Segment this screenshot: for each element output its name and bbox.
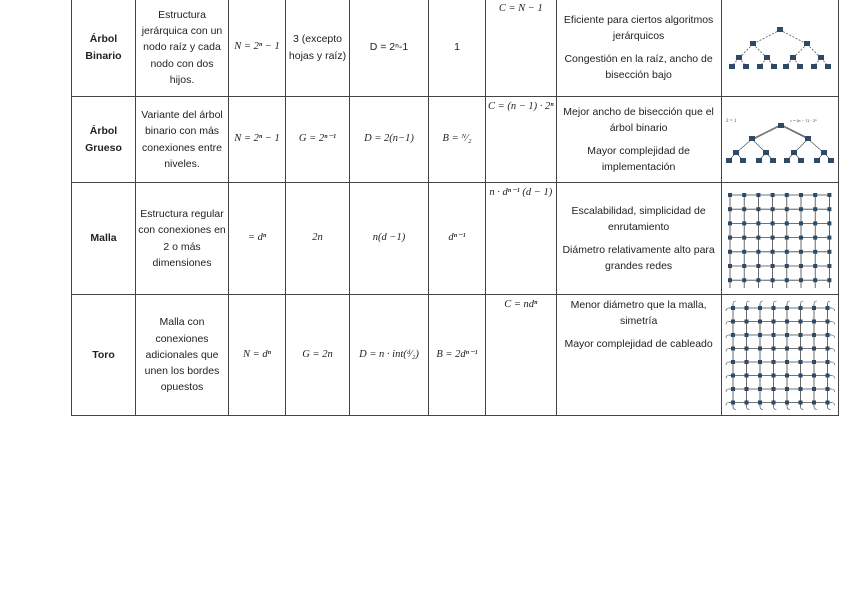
torus-diagram-icon <box>724 300 836 410</box>
diameter-formula: D = 2(n−1) <box>350 97 429 183</box>
diagram-cell <box>721 183 838 295</box>
topology-description: Estructura regular con conexiones en 2 o más dimensiones <box>136 183 229 295</box>
nodes-formula: N = 2ⁿ − 1 <box>229 97 286 183</box>
diameter-formula: D = n · int(ᵈ⁄₂) <box>350 295 429 416</box>
disadvantage-text: Mayor complejidad de implementación <box>587 144 690 173</box>
mesh-diagram-icon <box>724 190 836 288</box>
advantage-text: Escalabilidad, simplicidad de enrutamiento <box>571 204 706 234</box>
degree-formula: G = 2ⁿ⁻¹ <box>286 97 350 183</box>
disadvantage-text: Diámetro relativamente alto para grandes redes <box>562 243 715 272</box>
nodes-formula: N = dⁿ <box>229 295 286 416</box>
fat-tree-diagram-icon <box>724 115 836 165</box>
table-row <box>72 0 839 97</box>
pros-cons-cell <box>556 0 721 97</box>
diagram-cell <box>721 295 838 416</box>
topology-description: Malla con conexiones adicionales que unen los bordes opuestos <box>136 295 229 416</box>
cost-formula: C = ndⁿ <box>486 295 557 416</box>
diagram-cell <box>721 0 838 97</box>
diameter-formula: n(d −1) <box>350 183 429 295</box>
diameter-formula: D = 2ⁿ-1 <box>350 0 429 97</box>
advantage-text: Eficiente para ciertos algoritmos jerárquicos <box>563 13 714 43</box>
topology-description: Variante del árbol binario con más conexiones entre niveles. <box>136 97 229 183</box>
degree-formula: G = 2n <box>286 295 350 416</box>
bisection-formula: dⁿ⁻¹ <box>429 183 486 295</box>
bisection-formula: B = ᴺ⁄₂ <box>429 97 486 183</box>
fat-tree-label-right: c = (n − 1) · 2ⁿ <box>789 117 817 123</box>
advantage-text: Mejor ancho de bisección que el árbol binario <box>563 105 714 135</box>
pros-cons-cell <box>556 295 721 416</box>
diagram-cell <box>721 97 838 183</box>
topology-name: Malla <box>72 183 136 295</box>
cost-formula: C = (n − 1) · 2ⁿ <box>486 97 557 183</box>
topology-name: Toro <box>72 295 136 416</box>
disadvantage-text: Congestión en la raíz, ancho de bisección bajo <box>564 52 713 81</box>
disadvantage-text: Mayor complejidad de cableado <box>564 337 713 350</box>
table-row <box>72 183 839 295</box>
topology-comparison-table <box>71 0 839 416</box>
table-row <box>72 295 839 416</box>
fat-tree-label-left: 2 = 1 <box>725 118 736 124</box>
bisection-formula: B = 2dⁿ⁻¹ <box>429 295 486 416</box>
topology-name: Árbol Binario <box>72 0 136 97</box>
pros-cons-cell <box>556 97 721 183</box>
degree-value: 3 (excepto hojas y raíz) <box>286 0 350 97</box>
bisection-value: 1 <box>429 0 486 97</box>
degree-formula: 2n <box>286 183 350 295</box>
advantage-text: Menor diámetro que la malla, simetría <box>570 299 707 328</box>
nodes-formula: N = 2ⁿ − 1 <box>229 0 286 97</box>
binary-tree-diagram-icon <box>725 26 835 70</box>
pros-cons-cell <box>556 183 721 295</box>
table-row <box>72 97 839 183</box>
cost-formula: n · dⁿ⁻¹ (d − 1) <box>486 183 557 295</box>
topology-description: Estructura jerárquica con un nodo raíz y cada nodo con dos hijos. <box>136 0 229 97</box>
topology-name: Árbol Grueso <box>72 97 136 183</box>
nodes-formula: = dⁿ <box>229 183 286 295</box>
cost-formula: C = N − 1 <box>486 0 557 97</box>
